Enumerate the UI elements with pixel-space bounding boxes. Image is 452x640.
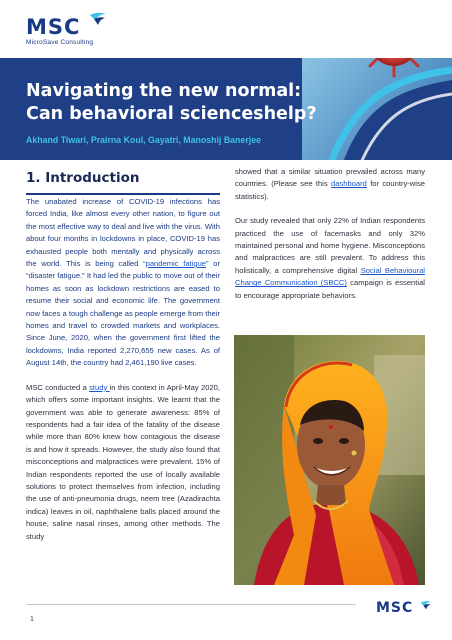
study-text-b: in this context in April-May 2020, which offers some important insights. We learnt that the government was able to generate awareness: 85% of respondents had a fair idea of the fatality of the disease while more than 80% knew how contagious the disease is and how it spreads. However, the study also found that misconceptions and malpractices were prevalent. 15% of Indian respondents reported the use of locally available solutions to protect themselves from infection, including the use of anti-pneumonia drugs, neem tree (Azadirachta indica) leaves in oil, naphthalene balls placed around the house, saline nasal rinses, among other methods. The study xyxy=(26,382,220,541)
findings-paragraph xyxy=(235,215,425,302)
page-number: 1 xyxy=(30,616,34,623)
logo-wordmark: MSC xyxy=(26,15,81,39)
study-paragraph xyxy=(26,382,220,543)
page-title xyxy=(26,80,346,126)
section-title: 1. Introduction xyxy=(26,170,140,186)
section-divider xyxy=(26,193,220,195)
intro-text-b: ” or “disaster fatigue.” It had led the public to move out of their homes as soon as lockdown restrictions are eased to resume their social and economic life. The government now faces a tough challenge as people emerge from their homes and travel to crowded markets and workplaces. Since June, 2020, when the government first lifted the lockdowns, India reported 2,270,655 new cases. As of August 14th, the country had 2,461,190 live cases. xyxy=(26,259,221,368)
pandemic-fatigue-link[interactable]: pandemic fatigue xyxy=(145,259,207,269)
portrait-illustration xyxy=(234,335,425,585)
intro-text-a: The unabated increase of COVID-19 infections has forced India, like almost every other nation, to figure out the most effective way to deal and live with the virus. With about four months in lockdowns in place, COVID-19 has exhausted people both mentally and physically across the world. This is being called “ xyxy=(26,197,221,269)
right-column xyxy=(235,166,425,302)
left-column xyxy=(26,196,220,543)
study-text-a: MSC conducted a xyxy=(26,382,90,392)
footer-logo-text: MSC xyxy=(376,600,414,616)
page-title-line1: Navigating the new normal: xyxy=(26,81,302,101)
logo-swoosh-icon xyxy=(88,11,108,29)
authors: Akhand Tiwari, Prairna Koul, Gayatri, Manoshij Banerjee xyxy=(26,135,261,145)
title-banner xyxy=(0,58,452,160)
findings-text-a: Our study revealed that only 22% of Indian respondents practiced the use of facemasks and only 32% maintained personal and home hygiene. Misconceptions and malpractices are still prevalent. To address this holistically, a comprehensive digital xyxy=(235,216,425,275)
footer-logo-swoosh-icon xyxy=(419,600,433,612)
dashboard-link[interactable]: dashboard xyxy=(330,179,367,189)
msc-logo xyxy=(26,16,93,46)
situation-text-b: for country-wise statistics). xyxy=(235,179,425,201)
logo-tagline: MicroSave Consulting xyxy=(26,39,94,46)
page-title-line2: Can behavioral scienceshelp? xyxy=(26,104,317,124)
situation-text-a: showed that a similar situation prevailed across many countries. (Please see this xyxy=(235,167,425,189)
situation-paragraph xyxy=(235,166,425,203)
intro-paragraph xyxy=(26,196,220,370)
sbcc-link[interactable]: Social Behavioural Change Communication (SBCC) xyxy=(235,265,425,288)
section-heading xyxy=(26,170,220,195)
woman-portrait-photo xyxy=(234,335,425,585)
top-bar xyxy=(0,0,452,58)
findings-text-b: campaign is essential to encourage appropriate behaviors. xyxy=(235,278,425,300)
footer-logo xyxy=(376,600,433,616)
study-link[interactable]: study xyxy=(89,382,110,392)
footer-divider xyxy=(26,604,356,605)
